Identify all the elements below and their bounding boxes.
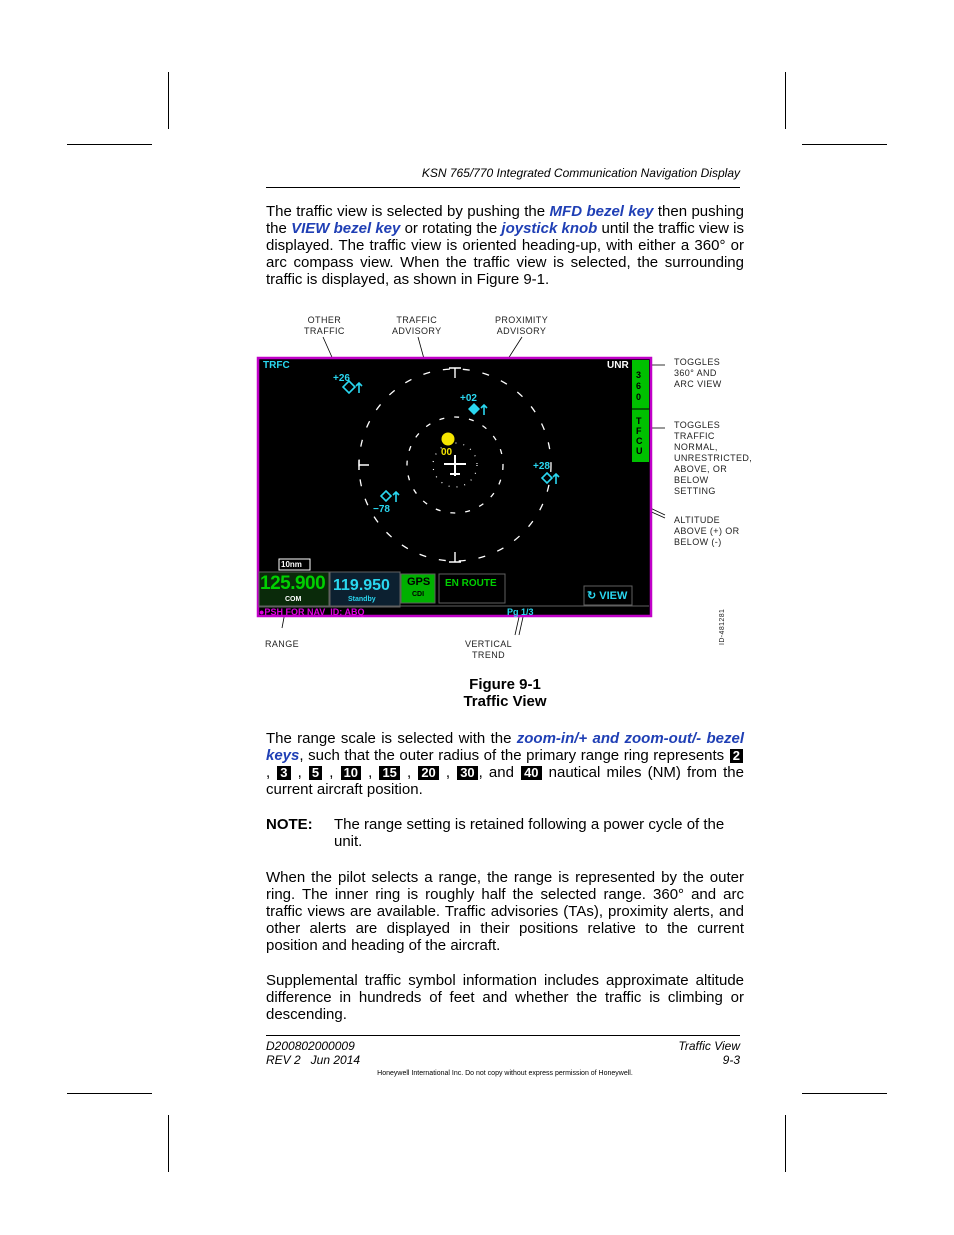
traffic-advisory-altitude: 00 <box>441 447 453 458</box>
crop-mark <box>168 1115 169 1172</box>
low-traffic-altitude: −78 <box>373 504 390 515</box>
callout-altitude: ALTITUDE ABOVE (+) OR BELOW (-) <box>674 515 740 547</box>
range-value: 3 <box>277 766 290 780</box>
callout-range: RANGE <box>265 639 300 649</box>
view-label: VIEW <box>599 590 628 602</box>
traffic-view-figure <box>255 310 755 660</box>
range-value: 2 <box>730 749 743 763</box>
footer-rule <box>266 1035 740 1036</box>
range-value: 20 <box>418 766 438 780</box>
figure-id: ID-481281 <box>719 608 726 645</box>
figure-number: Figure 9‑1 <box>469 676 541 693</box>
figure-title: Traffic View <box>463 693 547 710</box>
figure-caption <box>266 676 744 710</box>
revision: REV 2 Jun 2014 <box>266 1053 361 1067</box>
softkey-360[interactable]: 360 <box>636 370 642 402</box>
other-traffic-altitude: +26 <box>333 373 350 384</box>
intro-paragraph <box>266 203 744 288</box>
running-header: KSN 765/770 Integrated Communication Navigation Display <box>421 166 740 180</box>
refresh-icon: ↻ <box>587 590 597 602</box>
callout-vertical-trend: VERTICAL TREND <box>465 639 513 660</box>
crop-mark <box>802 144 887 145</box>
note-text: The range setting is retained following a power cycle of the unit. <box>334 816 725 850</box>
proximity-altitude: +02 <box>460 393 477 404</box>
callout-toggles-360: TOGGLES 360° AND ARC VIEW <box>674 357 722 389</box>
nav-status: ●PSH FOR NAV ID: ABQ <box>259 607 365 617</box>
callout-other-traffic: OTHER TRAFFIC <box>304 315 345 336</box>
crop-mark <box>802 1093 887 1094</box>
symbol-info-paragraph: Supplemental traffic symbol information includes approximate altitude difference in hundreds of feet and whether the traffic is climbing or descending. <box>266 972 744 1023</box>
text: The traffic view is selected by pushing the <box>266 203 550 220</box>
unr-label: UNR <box>607 360 629 371</box>
text: or rotating the <box>400 220 502 237</box>
range-description-paragraph: When the pilot selects a range, the range is represented by the outer ring. The inner ring is roughly half the selected range. 360° and arc traffic views are available. Traffic advisories (TAs), proximity alerts, and other alerts are displayed in their positions relative to the current position and heading of the aircraft. <box>266 869 744 954</box>
joystick-knob-link[interactable]: joystick knob <box>501 220 598 237</box>
crop-mark <box>168 72 169 129</box>
standby-frequency[interactable]: 119.950 <box>333 577 390 594</box>
zoom-keys-link[interactable]: zoom‑in/+ and zoom‑out/‑ bezel keys <box>266 730 744 764</box>
range-paragraph: The range scale is selected with the zoom‑in/+ and zoom‑out/‑ bezel keys, such that the outer radius of the primary range ring represents 2 , 3 , 5 , 10 , 15 , 20 , 30 , and 40 nautical miles (NM) from the current aircraft position. <box>266 730 744 798</box>
callout-toggles-traffic: TOGGLES TRAFFIC NORMAL, UNRESTRICTED, ABOVE, OR BELOW SETTING <box>674 420 753 496</box>
copyright: Honeywell International Inc. Do not copy without express permission of Honeywell. <box>377 1070 633 1077</box>
mode-label: TRFC <box>263 360 290 371</box>
callout-traffic-advisory: TRAFFIC ADVISORY <box>392 315 442 336</box>
en-route-label: EN ROUTE <box>445 578 497 589</box>
section-name: Traffic View <box>678 1039 740 1053</box>
view-bezel-key-link[interactable]: VIEW bezel key <box>291 220 401 237</box>
crop-mark <box>785 1115 786 1172</box>
softkey-tfcu[interactable]: TFCU <box>636 416 643 456</box>
altitude-traffic-value: +28 <box>533 461 550 472</box>
range-value: 5 <box>309 766 322 780</box>
page-indicator: Pg 1/3 <box>507 607 534 617</box>
range-indicator: 10nm <box>281 560 302 569</box>
range-value: 40 <box>521 766 541 780</box>
com-frequency: 125.900 <box>260 573 326 594</box>
crop-mark <box>67 144 152 145</box>
doc-number: D200802000009 <box>266 1039 355 1053</box>
range-value: 15 <box>379 766 399 780</box>
note-label: NOTE: <box>266 816 313 833</box>
cdi-label: CDI <box>412 591 425 598</box>
traffic-advisory-symbol <box>442 433 455 446</box>
text: until the traffic view is displayed. The traffic view is oriented heading‑up, with either a 360° or arc compass view. When the traffic view is selected, the surrounding traffic is displayed, as shown in Figure 9‑1. <box>266 220 744 288</box>
header-rule <box>266 187 740 188</box>
text: The range scale is selected with the <box>266 730 517 747</box>
standby-label: Standby <box>348 596 376 603</box>
mfd-bezel-key-link[interactable]: MFD bezel key <box>549 203 654 220</box>
crop-mark <box>67 1093 152 1094</box>
page-number: 9-3 <box>722 1053 740 1067</box>
text: nautical miles (NM) from the current aircraft position. <box>266 764 744 798</box>
text: then pushing the <box>266 203 744 237</box>
crop-mark <box>785 72 786 129</box>
callout-proximity-advisory: PROXIMITY ADVISORY <box>495 315 549 336</box>
gps-label: GPS <box>407 576 431 588</box>
range-value: 30 <box>457 766 477 780</box>
view-softkey[interactable] <box>587 589 627 602</box>
com-label: COM <box>285 596 302 603</box>
range-value: 10 <box>341 766 361 780</box>
text: , such that the outer radius of the primary range ring represents <box>299 747 729 764</box>
